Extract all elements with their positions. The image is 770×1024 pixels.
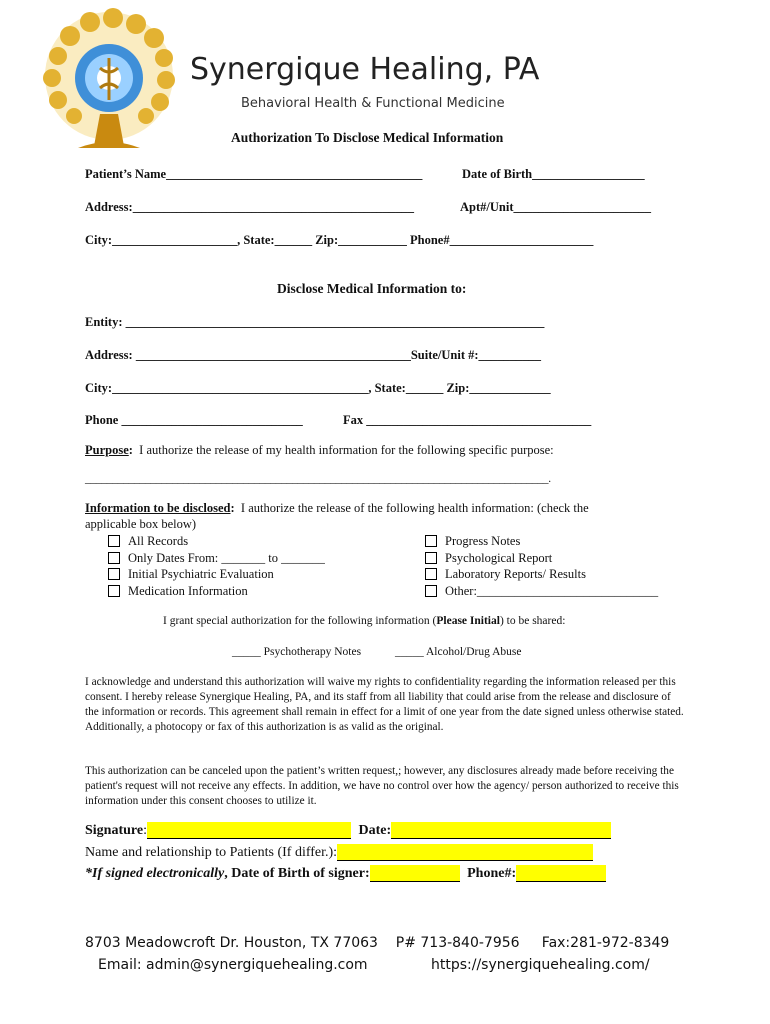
option-dates[interactable]: Only Dates From: _______ to _______ (108, 550, 325, 567)
acknowledge-paragraph: I acknowledge and understand this authorization will waive my rights to confidentiality regarding the information released per this consent. I hereby release Synergique Healing, PA, and its staff from all liability that could arise from the release and disclosure of the information or records. This agreement shall remain in effect for a limit of one year from the date signed unless otherwise stated. Additionally, a photocopy or fax of this authorization is as valid as the original. (85, 676, 684, 733)
patient-address-field[interactable]: Address:_____________________________________________ (85, 200, 414, 214)
purpose-line: Purpose: I authorize the release of my health information for the following specific purpose: (85, 443, 554, 457)
dob-signer-field[interactable] (370, 865, 460, 882)
purpose-label: Purpose (85, 443, 129, 457)
electronic-label: *If signed electronically (85, 866, 225, 881)
option-other[interactable]: Other:_____________________________ (425, 583, 658, 600)
info-line: Information to be disclosed: I authorize the release of the following health information: (check the (85, 501, 589, 515)
patient-city-line[interactable]: City:____________________, State:______ Zip:___________ Phone#_______________________ (85, 233, 594, 247)
right-options (425, 533, 658, 599)
psychotherapy-notes-initial[interactable]: _____ Psychotherapy Notes (232, 646, 362, 658)
entity-field[interactable]: Entity: ___________________________________________________________________ (85, 315, 545, 329)
option-psych-report[interactable]: Psychological Report (425, 550, 658, 567)
option-initial-eval[interactable]: Initial Psychiatric Evaluation (108, 566, 325, 583)
checkbox[interactable] (108, 568, 120, 580)
cancel-paragraph: This authorization can be canceled upon the patient’s written request,; however, any disclosures already made before receiving the patient's request will not receive any effects. In addition, we have no control over how the agency/ person authorized to receive this information under this consent chooses to utilize it. (85, 765, 679, 807)
relationship-field[interactable] (337, 844, 593, 861)
relationship-label: Name and relationship to Patients (If differ.): (85, 845, 338, 860)
footer-website[interactable]: https://synergiquehealing.com/ (431, 957, 650, 973)
entity-address-field[interactable]: Address: ____________________________________________Suite/Unit #:__________ (85, 348, 542, 362)
date-field[interactable] (391, 822, 611, 839)
option-lab-reports[interactable]: Laboratory Reports/ Results (425, 566, 658, 583)
option-all-records[interactable]: All Records (108, 533, 325, 550)
patient-apt-field[interactable]: Apt#/Unit______________________ (460, 200, 651, 214)
date-label: Date: (358, 823, 392, 838)
relationship-line (85, 844, 593, 861)
signature-field[interactable] (147, 822, 351, 839)
signature-line: Signature: Date: (85, 822, 611, 839)
purpose-text: I authorize the release of my health information for the following specific purpose: (139, 443, 554, 457)
signature-label: Signature (85, 823, 144, 838)
disclose-heading: Disclose Medical Information to: (277, 281, 467, 296)
checkbox[interactable] (425, 535, 437, 547)
entity-city-field[interactable]: City:_________________________________________, State:______ Zip:_____________ (85, 381, 551, 395)
tagline: Behavioral Health & Functional Medicine (241, 96, 505, 111)
option-progress-notes[interactable]: Progress Notes (425, 533, 658, 550)
info-label: Information to be disclosed (85, 501, 231, 515)
tree-of-life-icon (28, 6, 190, 156)
dob-signer-label: , Date of Birth of signer: (224, 866, 370, 881)
alcohol-drug-initial[interactable]: _____ Alcohol/Drug Abuse (395, 646, 522, 658)
footer-email: Email: admin@synergiquehealing.com (98, 957, 368, 973)
org-name: Synergique Healing, PA (190, 52, 540, 87)
footer-address: 8703 Meadowcroft Dr. Houston, TX 77063 P# 713-840-7956 Fax:281-972-8349 (85, 935, 670, 951)
checkbox[interactable] (108, 552, 120, 564)
patient-dob-field[interactable]: Date of Birth__________________ (462, 167, 645, 181)
checkbox[interactable] (425, 585, 437, 597)
option-medication[interactable]: Medication Information (108, 583, 325, 600)
signer-phone-field[interactable] (516, 865, 606, 882)
info-text: I authorize the release of the following health information: (check the (240, 501, 589, 515)
info-text-2: applicable box below) (85, 517, 197, 531)
checkbox[interactable] (425, 552, 437, 564)
special-text: I grant special authorization for the following information (Please Initial) to be shared: (163, 615, 566, 627)
signer-phone-label: Phone#: (467, 866, 517, 881)
entity-phone-field[interactable]: Phone _____________________________ (85, 413, 303, 427)
logo (28, 6, 190, 156)
checkbox[interactable] (108, 535, 120, 547)
purpose-field[interactable]: _____________________________________________________________________________________. (85, 473, 551, 485)
left-options (108, 533, 325, 599)
checkbox[interactable] (108, 585, 120, 597)
patient-name-field[interactable]: Patient’s Name_________________________________________ (85, 167, 423, 181)
form-title: Authorization To Disclose Medical Information (231, 130, 504, 145)
electronic-line (85, 865, 606, 882)
checkbox[interactable] (425, 568, 437, 580)
entity-fax-field[interactable]: Fax ____________________________________ (343, 413, 592, 427)
